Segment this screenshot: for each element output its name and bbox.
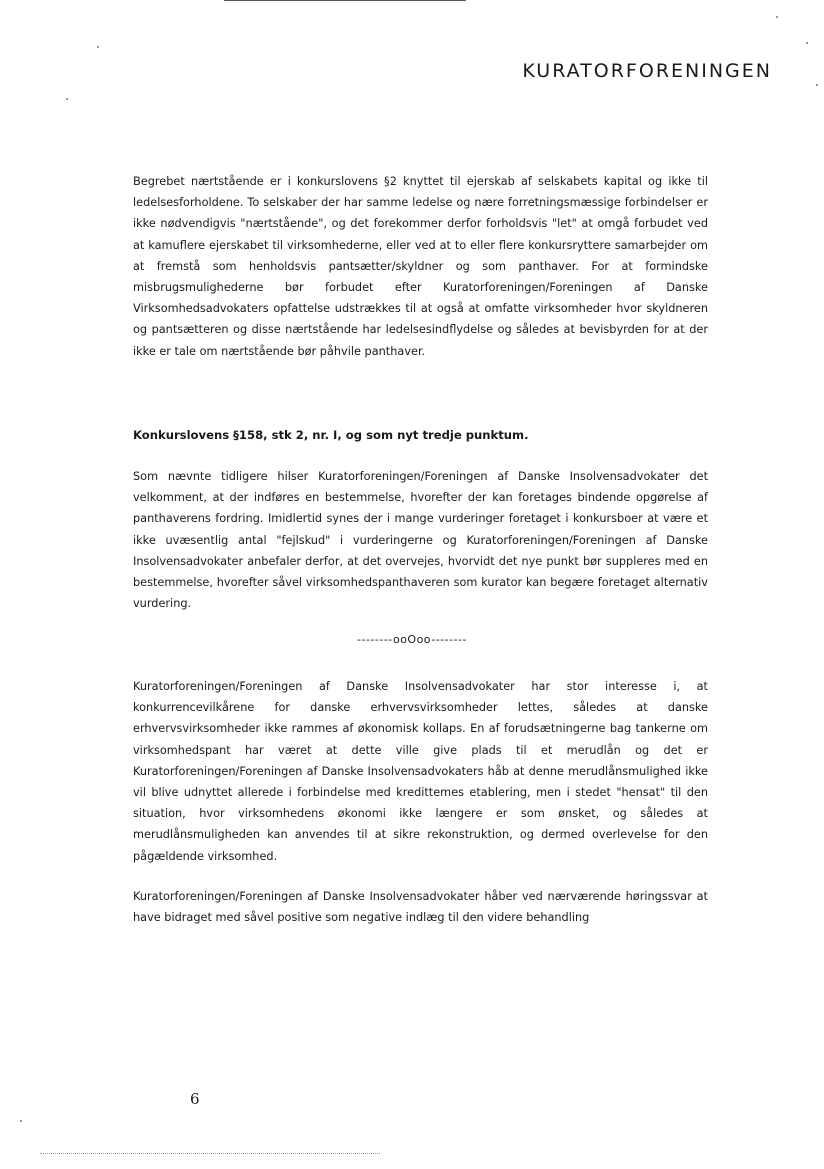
scan-edge-dots xyxy=(40,1153,380,1154)
scan-speck xyxy=(816,84,818,86)
paragraph-closing: Kuratorforeningen/Foreningen af Danske Insolvensadvokater håber ved nærværende høringssvar at have bidraget med såvel positive som negative indlæg til den videre behandling xyxy=(133,890,708,925)
paragraph-related-parties: Begrebet nærtstående er i konkurslovens §2 knyttet til ejerskab af selskabets kapital og ikke til ledelsesforholdene. To selskaber der har samme ledelse og nære forretningsmæssige forbindelser er ikke nødvendigvis "nærtstående", og det forekommer derfor forholdsvis "let" at omgå forbudet ved at kamuflere ejerskabet til virksomhederne, eller ved at to eller flere konkursryttere samarbejder om at fremstå som henholdsvis pantsætter/skyldner og som panthaver. For at formindske misbrugsmulighederne bør forbudet efter Kuratorforeningen/Foreningen af Danske Virksomhedsadvokaters opfattelse udstrækkes til at også at omfatte virksomheder hvor skyldneren og pantsætteren og disse nærtstående har ledelsesindflydelse og således at bevisbyrden for at der ikke er tale om nærtstående bør påhvile panthaver. xyxy=(133,175,708,358)
scan-speck xyxy=(97,46,99,48)
section-divider: --------ooOoo-------- xyxy=(357,633,467,646)
paragraph-competition: Kuratorforeningen/Foreningen af Danske Insolvensadvokater har stor interesse i, at konkurrencevilkårene for danske erhvervsvirksomheder lettes, således at danske erhvervsvirksomheder ikke rammes af økonomisk kollaps. En af forudsætningerne bag tankerne om virksomhedspant har været at dette ville give plads til et merudlån og det er Kuratorforeningen/Foreningen af Danske Insolvensadvokaters håb at denne merudlånsmulighed ikke vil blive udnyttet allerede i forbindelse med kredittemes etablering, men i stedet "hensat" til den situation, hvor virksomhedens økonomi ikke længere er som ønsket, og således at merudlånsmuligheden kan anvendes til at sikre rekonstruktion, og dermed overlevelse for den pågældende virksomhed. xyxy=(133,680,708,863)
paragraph-valuation: Som nævnte tidligere hilser Kuratorforeningen/Foreningen af Danske Insolvensadvokater det velkomment, at der indføres en bestemmelse, hvorefter der kan foretages bindende opgørelse af panthaverens fordring. Imidlertid synes der i mange vurderinger foretaget i konkursboer at være et ikke uvæsentlig antal "fejlskud" i vurderingerne og Kuratorforeningen/Foreningen af Danske Insolvensadvokater anbefaler derfor, at det overvejes, hvorvidt det nye punkt bør suppleres med en bestemmelse, hvorefter såvel virksomhedspanthaveren som kurator kan begære foretaget alternativ vurdering. xyxy=(133,470,708,611)
top-rule xyxy=(224,0,466,1)
scan-speck xyxy=(776,16,778,18)
scan-speck xyxy=(806,42,808,44)
section-heading: Konkurslovens §158, stk 2, nr. I, og som nyt tredje punktum. xyxy=(133,428,529,442)
page-number: 6 xyxy=(190,1090,200,1108)
scan-speck xyxy=(66,98,68,100)
organization-header: KURATORFORENINGEN xyxy=(522,60,772,82)
scan-speck xyxy=(20,1120,22,1122)
